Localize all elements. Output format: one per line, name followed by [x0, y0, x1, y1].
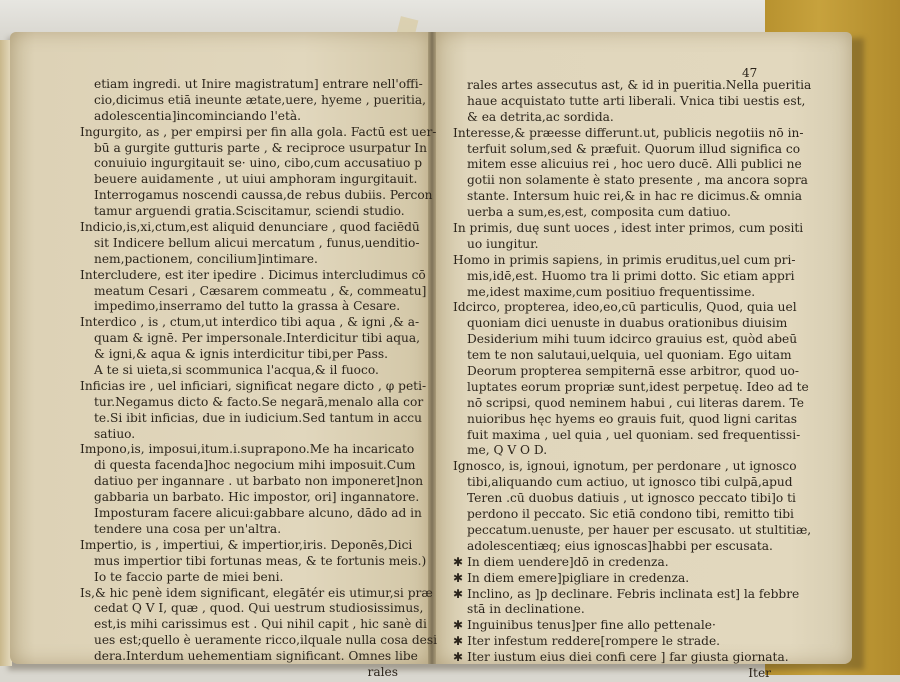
text-line: me, Q V O D.	[467, 443, 548, 458]
text-line: Impono,is, imposui,itum.i.suprapono.Me ha incaricato	[80, 442, 415, 457]
text-line: beuere auidamente , ut uiui amphoram ingurgitauit.	[94, 172, 418, 187]
text-line: quam & ignē. Per impersonale.Interdicitur tibi aqua,	[94, 331, 421, 346]
text-line: tamur arguendi gratia.Sciscitamur, sciendi studio.	[94, 204, 405, 219]
text-line: fuit maxima , uel quia , uel quoniam. sed frequentissi-	[467, 427, 801, 442]
text-line: peccatum.uenuste, per hauer per escusato. ut stultitiæ,	[467, 522, 812, 537]
text-line: tur.Negamus dicto & facto.Se negarā,menalo alla cor	[94, 394, 424, 409]
text-line: Ignosco, is, ignoui, ignotum, per perdonare , ut ignosco	[453, 459, 797, 474]
text-line: mus impertior tibi fortunas meas, & te fortunis meis.)	[94, 553, 427, 568]
text-line: Idcirco, propterea, ideo,eo,cū particulis, Quod, quia uel	[453, 300, 797, 315]
left-page-text	[80, 77, 437, 681]
text-line: dera.Interdum uehementiam significant. Omnes libe	[94, 649, 418, 664]
text-line: nō scripsi, quod neminem habui , cui literas darem. Te	[467, 395, 804, 410]
text-line: Interdico , is , ctum,ut interdico tibi aqua , & igni ,& a-	[80, 315, 420, 330]
text-line: Indicio,is,xi,ctum,est aliquid denunciare , quod faciēdū	[80, 220, 420, 235]
text-line: luptates eorum propriæ sunt,idest perpetuę. Ideo ad te	[467, 379, 809, 394]
text-line: ✱ In diem emere]pigliare in credenza.	[453, 570, 690, 585]
text-line: bū a gurgite gutturis parte , & reciproce usurpatur In	[94, 140, 427, 155]
text-line: te.Si ibit inficias, due in iudicium.Sed tantum in accu	[94, 410, 422, 425]
text-line: ✱ Inclino, as ]p declinare. Febris inclinata est] la febbre	[453, 586, 800, 601]
text-line: gotii non solamente è stato presente , ma ancora sopra	[467, 173, 808, 188]
text-line: datiuo per ingannare . ut barbato non imponeret]non	[94, 474, 424, 489]
text-line: quoniam dici uenuste in duabus orationibus diuisim	[467, 316, 788, 331]
text-line: In primis, duę sunt uoces , idest inter primos, cum positi	[453, 221, 804, 236]
text-line: Interesse,& præesse differunt.ut, publicis negotiis nō in-	[453, 125, 804, 140]
text-line: Is,& hic penè idem significant, elegātér eis utimur,si præ	[80, 585, 433, 600]
text-line: Homo in primis sapiens, in primis eruditus,uel cum pri-	[453, 252, 796, 267]
text-line: & igni,& aqua & ignis interdicitur tibi,per Pass.	[94, 347, 389, 362]
text-line: haue acquistato tutte arti liberali. Vnica tibi uestis est,	[467, 93, 806, 108]
text-line: ✱ Iter iustum eius diei confi cere ] far giusta giornata.	[453, 650, 789, 665]
text-line: nem,pactionem, concilium]intimare.	[94, 251, 318, 266]
text-line: nuioribus hęc hyems eo grauis fuit, quod ligni caritas	[467, 411, 798, 426]
text-line: satiuo.	[94, 426, 136, 441]
text-line: Inficias ire , uel inficiari, significat negare dicto , φ peti-	[80, 378, 427, 393]
text-line: mitem esse alicuius rei , hoc uero ducē. Alli publici ne	[467, 157, 802, 172]
text-line: adolescentia]incominciando l'età.	[94, 108, 302, 123]
text-line: Io te faccio parte de miei beni.	[94, 569, 284, 584]
text-line: Imposturam facere alicui:gabbare alcuno, dādo ad in	[94, 506, 422, 521]
text-line: Intercludere, est iter ipedire . Dicimus intercludimus cō	[80, 267, 426, 282]
text-line: me,idest maxime,cum positiuo frequentissime.	[467, 284, 756, 299]
text-line: tibi,aliquando cum actiuo, ut ignosco tibi culpā,apud	[467, 475, 793, 490]
text-line: terfuit solum,sed & præfuit. Quorum illud significa co	[467, 141, 801, 156]
text-line: uo iungitur.	[467, 236, 539, 251]
text-line: Desiderium mihi tuum idcirco grauius est, quòd abeū	[467, 332, 798, 347]
page-number: 47	[742, 66, 758, 80]
text-line: ✱ Iter infestum reddere[rompere le strade.	[453, 634, 721, 649]
text-line: meatum Cesari , Cæsarem commeatu , &, commeatu]	[94, 283, 427, 298]
text-line: cio,dicimus etiā ineunte ætate,uere, hyeme , pueritia,	[94, 92, 426, 107]
text-line: impedimo,inserramo del tutto la grassa à Cesare.	[94, 299, 401, 314]
text-line: ✱ In diem uendere]dō in credenza.	[453, 554, 669, 569]
right-page-text	[453, 78, 811, 682]
text-line: rales artes assecutus ast, & id in pueritia.Nella pueritia	[467, 78, 812, 92]
text-line: di questa facenda]hoc negocium mihi imposuit.Cum	[94, 458, 416, 473]
text-line: gabbaria un barbato. Hic impostor, ori] ingannatore.	[94, 490, 420, 505]
text-line: Ingurgito, as , per empirsi per fin alla gola. Factū est uer-	[80, 124, 437, 139]
text-line: stā in declinatione.	[467, 602, 585, 617]
text-line: ues est;quello è ueramente ricco,ilquale nulla cosa desi	[94, 633, 438, 648]
text-line: uerba a sum,es,est, composita cum datiuo.	[467, 205, 731, 220]
text-line: est,is mihi carissimus est . Qui nihil capit , hic sanè di	[94, 617, 427, 632]
text-line: sit Indicere bellum alicui mercatum , funus,uenditio-	[94, 235, 420, 250]
text-line: ✱ Inguinibus tenus]per fine allo pettenale·	[453, 618, 716, 633]
text-line: Iter	[748, 665, 771, 680]
text-line: etiam ingredi. ut Inire magistratum] entrare nell'offi-	[94, 77, 423, 91]
text-line: cedat Q V I, quæ , quod. Qui uestrum studiosissimus,	[94, 601, 424, 616]
text-line: Deorum propterea sempiternā esse arbitror, quod uo-	[467, 364, 799, 379]
text-line: Teren .cū duobus datiuis , ut ignosco peccato tibi]o ti	[467, 491, 796, 506]
text-line: tendere una cosa per un'altra.	[94, 521, 282, 536]
text-line: perdono il peccato. Sic etiā condono tibi, remitto tibi	[467, 507, 794, 522]
text-line: & ea detrita,ac sordida.	[467, 109, 614, 124]
text-line: mis,idē,est. Huomo tra li primi dotto. Sic etiam appri	[467, 268, 795, 283]
text-line: adolescentiæq; eius ignoscas]habbi per escusata.	[467, 538, 773, 553]
text-line: conuiuio ingurgitauit se· uino, cibo,cum accusatiuo p	[94, 156, 423, 171]
text-line: stante. Intersum huic rei,& in hac re dicimus.& omnia	[467, 189, 803, 204]
text-line: A te si uieta,si scommunica l'acqua,& il fuoco.	[94, 363, 379, 378]
text-line: rales	[367, 664, 398, 679]
text-line: tem te non salutaui,uelquia, uel quoniam. Ego uitam	[467, 348, 792, 363]
text-line: Impertio, is , impertiui, & impertior,iris. Deponēs,Dici	[80, 537, 413, 552]
text-line: Interrogamus noscendi caussa,de rebus dubiis. Percon	[94, 188, 433, 203]
